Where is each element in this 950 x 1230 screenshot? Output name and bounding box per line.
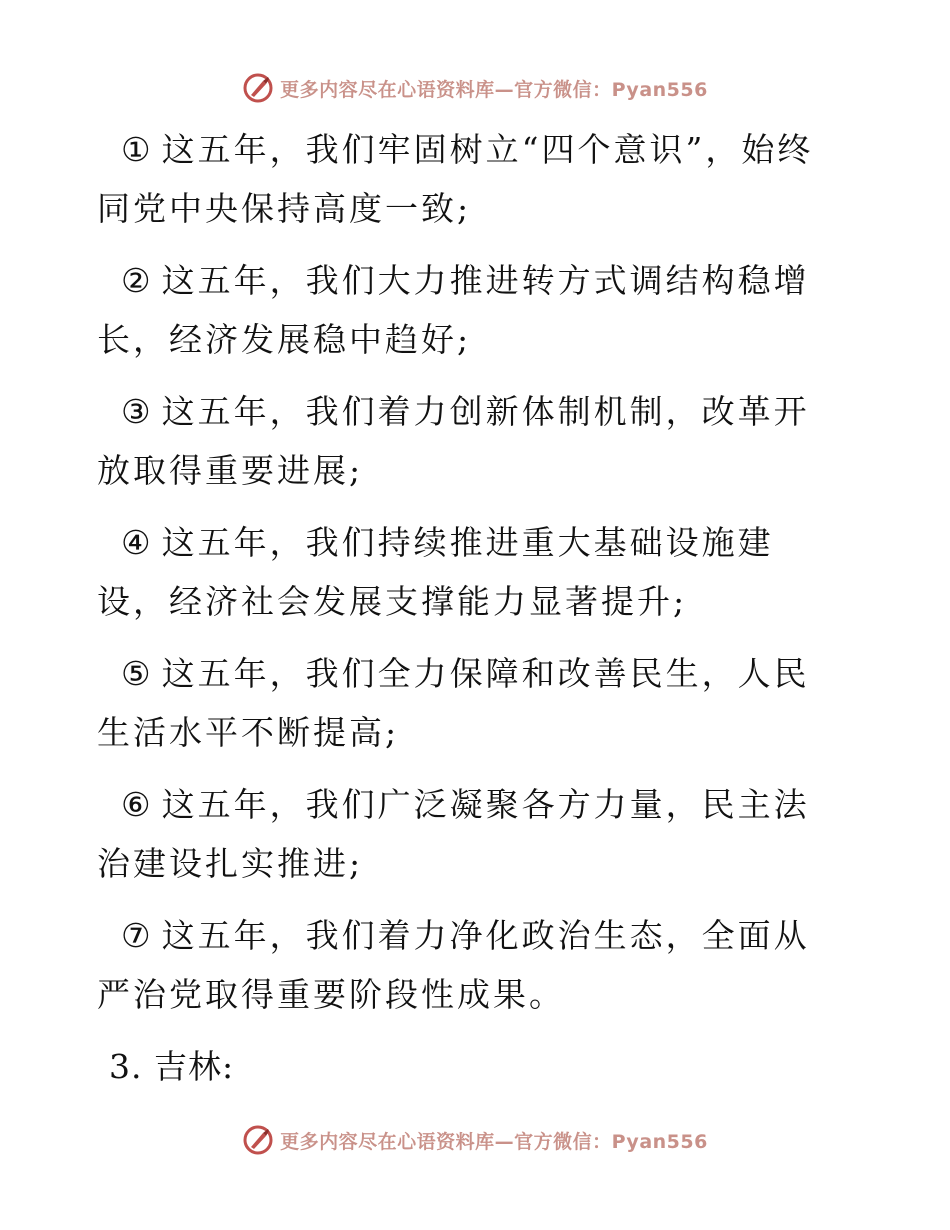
header-watermark	[0, 72, 950, 104]
watermark-text: 更多内容尽在心语资料库—官方微信：Pyan556	[280, 78, 708, 101]
list-item	[97, 120, 837, 238]
item-number: ①	[121, 130, 154, 169]
item-number: ⑥	[121, 785, 154, 824]
item-number: ⑤	[121, 654, 154, 693]
item-number: ②	[121, 261, 154, 300]
item-text: 这五年，我们持续推进重大基础设施建设，经济社会发展支撑能力显著提升;	[97, 523, 774, 621]
watermark-text: 更多内容尽在心语资料库—官方微信：Pyan556	[280, 1130, 708, 1153]
item-text: 这五年，我们着力创新体制机制，改革开放取得重要进展;	[97, 392, 810, 490]
item-number: ③	[121, 392, 154, 431]
pen-logo-icon	[242, 1124, 274, 1156]
footer-watermark	[0, 1124, 950, 1156]
section-heading: 3. 吉林:	[109, 1047, 235, 1086]
item-text: 这五年，我们着力净化政治生态，全面从严治党取得重要阶段性成果。	[97, 916, 810, 1014]
list-item	[97, 382, 837, 500]
item-text: 这五年，我们广泛凝聚各方力量，民主法治建设扎实推进;	[97, 785, 810, 883]
item-text: 这五年，我们全力保障和改善民生，人民生活水平不断提高;	[97, 654, 810, 752]
item-number: ⑦	[121, 916, 154, 955]
list-item	[97, 513, 837, 631]
list-item	[97, 251, 837, 369]
item-text: 这五年，我们大力推进转方式调结构稳增长，经济发展稳中趋好;	[97, 261, 810, 359]
document-body	[97, 120, 837, 1096]
list-item	[97, 644, 837, 762]
item-number: ④	[121, 523, 154, 562]
item-text: 这五年，我们牢固树立“四个意识”，始终同党中央保持高度一致;	[97, 130, 814, 228]
pen-logo-icon	[242, 72, 274, 104]
list-item	[97, 906, 837, 1024]
list-item	[97, 775, 837, 893]
